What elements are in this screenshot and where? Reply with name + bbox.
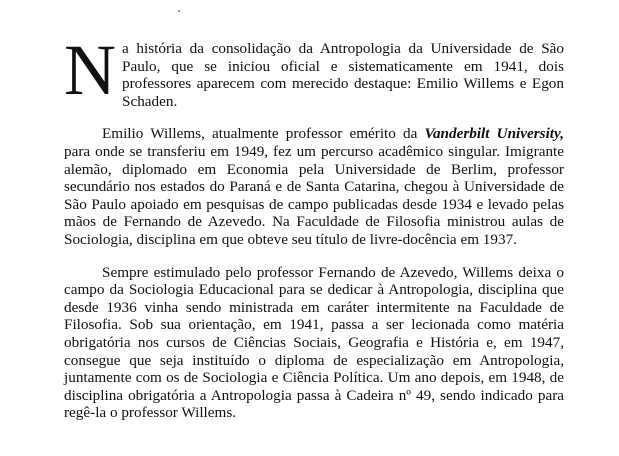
institution-name: Vanderbilt University, bbox=[424, 125, 564, 143]
paragraph-1-text: a história da consolidação da Antropologia da Universidade de São Paulo, que se iniciou oficial e sistematicamente em 1941, dois professores aparecem com merecido destaque: Emilio Willems e Egon Schaden. bbox=[122, 40, 564, 110]
speck-mark bbox=[178, 10, 180, 12]
paragraph-3: Sempre estimulado pelo professor Fernando de Azevedo, Willems deixa o campo da Sociologia Educacional para se dedicar à Antropologia, disciplina que desde 1936 vinha sendo ministrada em caráter intermitente na Faculdade de Filosofia. Sob sua orientação, em 1941, passa a ser lecionada como matéria obrigatória nos cursos de Ciências Sociais, Geografia e História e, em 1947, consegue que seja instituído o diploma de especialização em Antropologia, juntamente com os de Sociologia e Ciência Política. Um ano depois, em 1948, de disciplina obrigatória a Antropologia passa à Cadeira nº 49, sendo indicado para regê-la o professor Willems. bbox=[64, 263, 564, 422]
paragraph-2: Emilio Willems, atualmente professor emérito da Vanderbilt University, para onde se transferiu em 1949, fez um percurso acadêmico singular. Imigrante alemão, diplomado em Economia pela Universidade de Berlim, professor secundário nos estados do Paraná e de Santa Catarina, chegou à Universidade de São Paulo apoiado em pesquisas de campo publicadas desde 1934 e levado pelas mãos de Fernando de Azevedo. Na Faculdade de Filosofia ministrou aulas de Sociologia, disciplina em que obteve seu título de livre-docência em 1937. bbox=[64, 125, 564, 248]
drop-cap: N bbox=[64, 30, 116, 110]
paragraph-1 bbox=[64, 30, 564, 110]
article-body bbox=[64, 30, 564, 437]
